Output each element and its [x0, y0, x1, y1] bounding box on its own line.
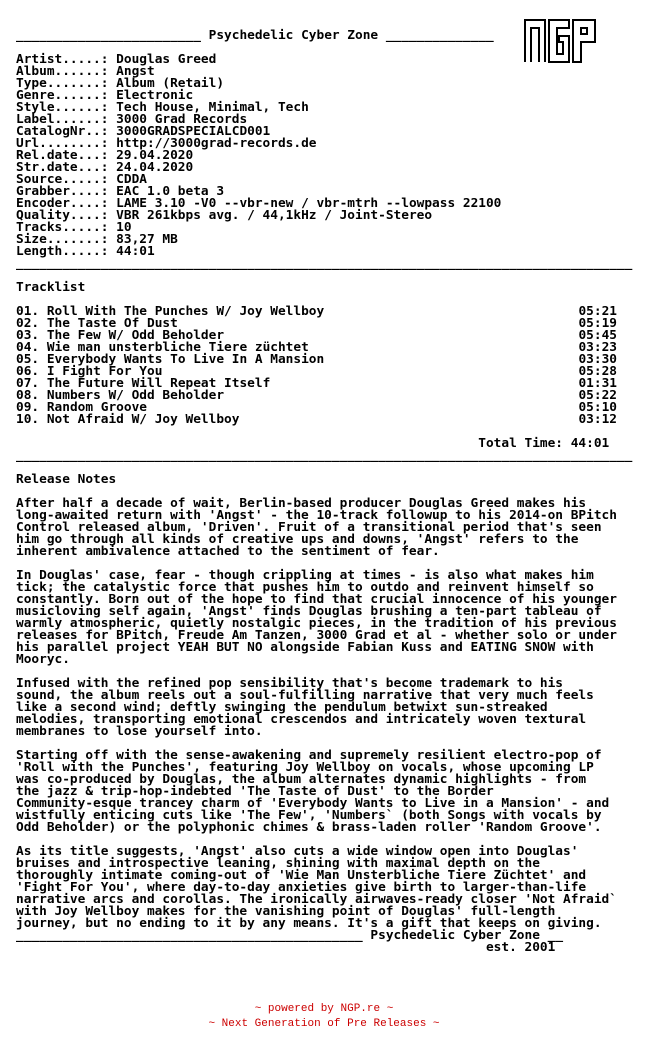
notes-line: narrative arcs and corollas. The ironically airwaves-ready closer 'Not Afraid`	[16, 892, 617, 907]
notes-line: journey, but no ending to it by any means. It's a gift that keeps on giving.	[16, 916, 602, 931]
track-time: 05:28	[578, 364, 617, 379]
notes-line: inherent ambivalence attached to the sentiment of fear.	[16, 544, 440, 559]
notes-line: bruises and introspective leaning, shining with maximal depth on the	[16, 856, 540, 871]
track-number: 06.	[16, 364, 40, 379]
track-number: 05.	[16, 352, 40, 367]
notes-line: Control released album, 'Driven'. Fruit of a transitional period that's seen	[16, 520, 602, 535]
track-number: 03.	[16, 328, 40, 343]
tagline-text: ~ Next Generation of Pre Releases ~	[208, 1018, 440, 1030]
track-number: 07.	[16, 376, 40, 391]
track-time: 05:21	[578, 304, 617, 319]
info-value: Electronic	[116, 88, 194, 103]
track-title: Wie man unsterbliche Tiere züchtet	[46, 340, 309, 355]
notes-line: with Joy Wellboy makes for the vanishing point of Douglas' full-length	[16, 904, 556, 919]
total-time: Total Time: 44:01	[478, 436, 610, 451]
track-title: Not Afraid W/ Joy Wellboy	[46, 412, 240, 427]
info-block	[16, 52, 501, 259]
track-row	[16, 412, 617, 427]
signature-tail: __	[547, 928, 564, 943]
info-value: Tech House, Minimal, Tech	[116, 100, 309, 115]
notes-line: thoroughly intimate coming-out of 'Wie Man Unsterbliche Tiere Züchtet' and	[16, 868, 587, 883]
notes-line: wistfully enticing cuts like 'The Few', 'Numbers` (both Songs with vocals by	[16, 808, 602, 823]
track-time: 01:31	[578, 376, 617, 391]
track-time: 05:45	[578, 328, 617, 343]
section-divider: ________________________________________________________________________________	[16, 448, 633, 463]
track-number: 08.	[16, 388, 40, 403]
info-label: Length.....:	[16, 244, 109, 259]
header-title: Psychedelic Cyber Zone	[208, 28, 379, 43]
info-value: Angst	[116, 64, 155, 79]
info-value: EAC 1.0 beta 3	[116, 184, 225, 199]
track-title: Random Groove	[46, 400, 148, 415]
notes-line: In Douglas' case, fear - though crippling at times - is also what makes him	[16, 568, 594, 583]
track-title: The Future Will Repeat Itself	[46, 376, 271, 391]
notes-line: Odd Beholder) or the polyphonic chimes & brass-laden roller 'Random Groove'.	[16, 820, 602, 835]
notes-line: Mooryc.	[16, 652, 70, 667]
track-number: 01.	[16, 304, 40, 319]
ngp-block-logo-icon	[523, 18, 597, 64]
info-value: Douglas Greed	[116, 52, 217, 67]
info-value: 83,27 MB	[116, 232, 178, 247]
notes-line: tick; the catalystic force that pushes him to outdo and reinvent himself so	[16, 580, 594, 595]
info-label: Size.......:	[16, 232, 109, 247]
info-value: 44:01	[116, 244, 155, 259]
track-time: 03:12	[578, 412, 617, 427]
notes-line: constantly. Born out of the hope to find that crucial innocence of his younger	[16, 592, 617, 607]
notes-line: membranes to lose yourself into.	[16, 724, 263, 739]
section-divider: ________________________________________________________________________________	[16, 256, 633, 271]
info-label: Grabber....:	[16, 184, 109, 199]
signature-title: Psychedelic Cyber Zone	[370, 928, 540, 943]
powered-by-text: ~ powered by NGP.re ~	[254, 1003, 394, 1015]
info-label: Style......:	[16, 100, 109, 115]
track-time: 05:22	[578, 388, 617, 403]
notes-line: sound, the album reels out a soul-fulfilling narrative that very much feels	[16, 688, 594, 703]
header-line	[16, 28, 494, 43]
notes-paragraph	[16, 496, 617, 559]
notes-line: him go through all kinds of creative ups and downs, 'Angst' refers to the	[16, 532, 579, 547]
info-value: 24.04.2020	[116, 160, 194, 175]
notes-paragraph	[16, 676, 594, 739]
track-time: 03:23	[578, 340, 617, 355]
notes-line: long-awaited return with 'Angst' - the 10-track followup to his 2014-on BPitch	[16, 508, 617, 523]
info-label: Str.date...:	[16, 160, 109, 175]
track-title: Everybody Wants To Live In A Mansion	[46, 352, 325, 367]
notes-line: melodies, transporting emotional crescendos and intricately woven textural	[16, 712, 587, 727]
notes-line: 'Fight For You', where day-to-day anxieties give birth to larger-than-life	[16, 880, 587, 895]
footer	[0, 1002, 648, 1032]
notes-line: musicloving self again, 'Angst' finds Douglas brushing a ten-part tableau of	[16, 604, 602, 619]
track-title: Roll With The Punches W/ Joy Wellboy	[46, 304, 325, 319]
info-value: VBR 261kbps avg. / 44,1kHz / Joint-Stereo	[116, 208, 433, 223]
track-number: 04.	[16, 340, 40, 355]
track-title: The Taste Of Dust	[46, 316, 178, 331]
info-value: 3000GRADSPECIALCD001	[116, 124, 271, 139]
info-label: Source.....:	[16, 172, 109, 187]
track-number: 10.	[16, 412, 40, 427]
nfo-document	[16, 30, 632, 954]
notes-paragraph	[16, 844, 617, 931]
notes-line: Infused with the refined pop sensibility that's become trademark to his	[16, 676, 564, 691]
info-value: 3000 Grad Records	[116, 112, 248, 127]
notes-line: warmly atmospheric, quietly nostalgic pieces, in the tradition of his previous	[16, 616, 617, 631]
signature-established: est. 2001	[485, 940, 556, 955]
notes-line: Starting off with the sense-awakening and supremely resilient electro-pop of	[16, 748, 602, 763]
track-number: 09.	[16, 400, 40, 415]
track-time: 03:30	[578, 352, 617, 367]
track-number: 02.	[16, 316, 40, 331]
info-label: Quality....:	[16, 208, 109, 223]
notes-paragraph	[16, 568, 617, 667]
info-label: Genre......:	[16, 88, 109, 103]
release-notes	[16, 496, 617, 931]
info-value: 29.04.2020	[116, 148, 194, 163]
notes-line: the jazz & trip-hop-indebted 'The Taste of Dust' to the Border	[16, 784, 494, 799]
info-label: Album......:	[16, 64, 109, 79]
notes-paragraph	[16, 748, 609, 835]
notes-line: was co-produced by Douglas, the album alternates dynamic highlights - from	[16, 772, 587, 787]
info-label: CatalogNr..:	[16, 124, 109, 139]
info-value: LAME 3.10 -V0 --vbr-new / vbr-mtrh --lowpass 22100	[116, 196, 502, 211]
notes-line: As its title suggests, 'Angst' also cuts a wide window open into Douglas'	[16, 844, 579, 859]
notes-line: After half a decade of wait, Berlin-based producer Douglas Greed makes his	[16, 496, 587, 511]
info-value: CDDA	[116, 172, 147, 187]
tracklist	[16, 304, 617, 427]
info-label: Label......:	[16, 112, 109, 127]
notes-line: releases for BPitch, Freude Am Tanzen, 3000 Grad et al - whether solo or under	[16, 628, 617, 643]
notes-line: his parallel project YEAH BUT NO alongside Fabian Kuss and EATING SNOW with	[16, 640, 594, 655]
release-notes-heading: Release Notes	[16, 472, 117, 487]
info-label: Type.......:	[16, 76, 109, 91]
track-title: The Few W/ Odd Beholder	[46, 328, 225, 343]
info-label: Encoder....:	[16, 196, 109, 211]
info-value: 10	[116, 220, 132, 235]
info-label: Rel.date...:	[16, 148, 109, 163]
signature-est-line	[16, 940, 555, 955]
track-spacer	[239, 412, 578, 427]
info-label: Tracks.....:	[16, 220, 109, 235]
info-label: Url........:	[16, 136, 109, 151]
header-rule-left: ________________________	[16, 28, 201, 43]
track-title: I Fight For You	[46, 364, 163, 379]
notes-line: Community-esque trancey charm of 'Everybody Wants to Live in a Mansion' - and	[16, 796, 610, 811]
track-time: 05:19	[578, 316, 617, 331]
track-time: 05:10	[578, 400, 617, 415]
info-value: http://3000grad-records.de	[116, 136, 317, 151]
est-spacer	[16, 940, 486, 955]
info-label: Artist.....:	[16, 52, 109, 67]
track-title: Numbers W/ Odd Beholder	[46, 388, 225, 403]
header-rule-right: ______________	[385, 28, 494, 43]
notes-line: like a second wind; deftly swinging the pendulum betwixt sun-streaked	[16, 700, 548, 715]
signature-rule: _____________________________________________	[16, 928, 363, 943]
tracklist-heading: Tracklist	[16, 280, 86, 295]
info-value: Album (Retail)	[116, 76, 225, 91]
notes-line: 'Roll with the Punches', featuring Joy Wellboy on vocals, whose upcoming LP	[16, 760, 594, 775]
